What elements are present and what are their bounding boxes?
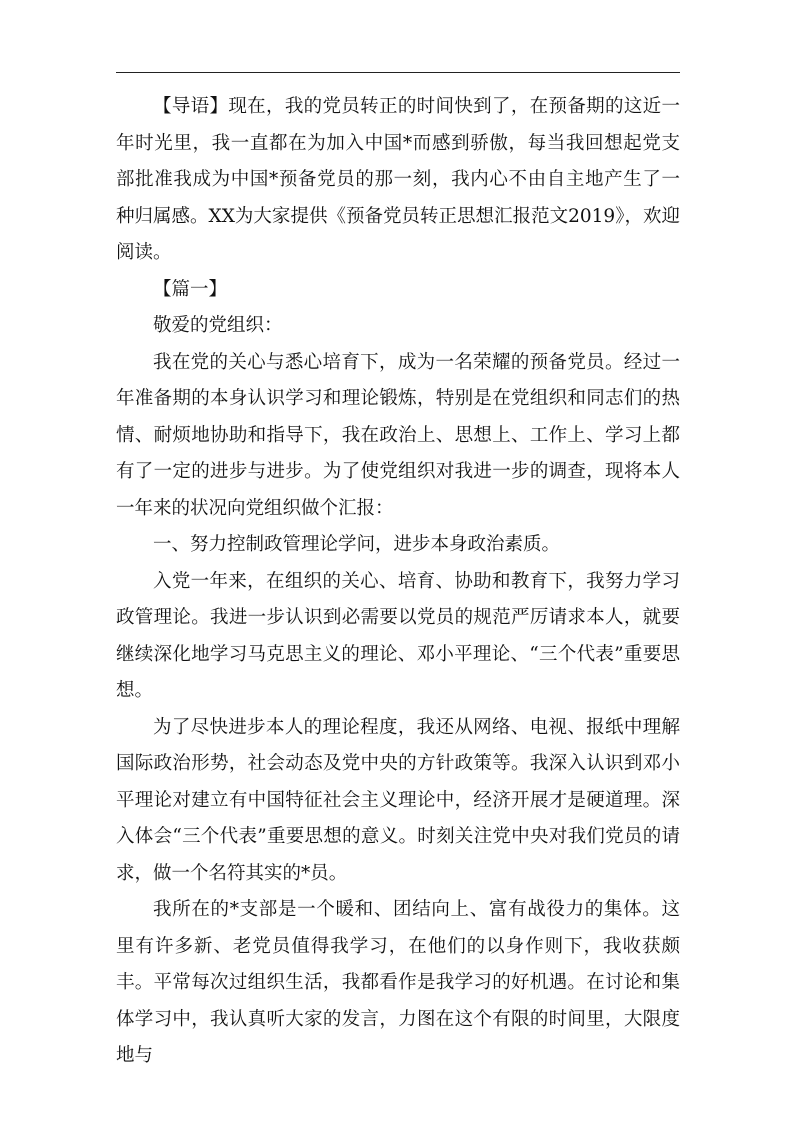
paragraph: 我在党的关心与悉心培育下，成为一名荣耀的预备党员。经过一年准备期的本身认识学习和理论锻炼，特别是在党组织和同志们的热情、耐烦地协助和指导下，我在政治上、思想上、工作上、学习上都有了一定的进步与进步。为了使党组织对我进一步的调查，现将本人一年来的状况向党组织做个汇报： bbox=[116, 351, 680, 519]
paragraph: 入党一年来，在组织的关心、培育、协助和教育下，我努力学习政管理论。我进一步认识到必需要以党员的规范严厉请求本人，就要继续深化地学习马克思主义的理论、邓小平理论、“三个代表”重要思想。 bbox=[116, 570, 680, 701]
header-rule bbox=[116, 72, 680, 73]
paragraph: 我所在的*支部是一个暖和、团结向上、富有战役力的集体。这里有许多新、老党员值得我学习，在他们的以身作则下，我收获颇丰。平常每次过组织生活，我都看作是我学习的好机遇。在讨论和集体学习中，我认真听大家的发言，力图在这个有限的时间里，大限度地与 bbox=[116, 899, 680, 1066]
section-heading: 【篇一】 bbox=[153, 278, 228, 300]
document-body bbox=[116, 89, 680, 1075]
subheading: 一、努力控制政管理论学问，进步本身政治素质。 bbox=[153, 534, 561, 555]
paragraph: 为了尽快进步本人的理论程度，我还从网络、电视、报纸中理解国际政治形势，社会动态及党中央的方针政策等。我深入认识到邓小平理论对建立有中国特征社会主义理论中，经济开展才是硬道理。深入体会“三个代表”重要思想的意义。时刻关注党中央对我们党员的请求，做一个名符其实的*员。 bbox=[116, 716, 680, 884]
salutation: 敬爱的党组织： bbox=[153, 315, 283, 336]
paragraph-intro: 【导语】现在，我的党员转正的时间快到了，在预备期的这近一年时光里，我一直都在为加入中国*而感到骄傲，每当我回想起党支部批准我成为中国*预备党员的那一刻，我内心不由自主地产生了一种归属感。XX为大家提供《预备党员转正思想汇报范文2019》，欢迎阅读。 bbox=[116, 96, 680, 263]
